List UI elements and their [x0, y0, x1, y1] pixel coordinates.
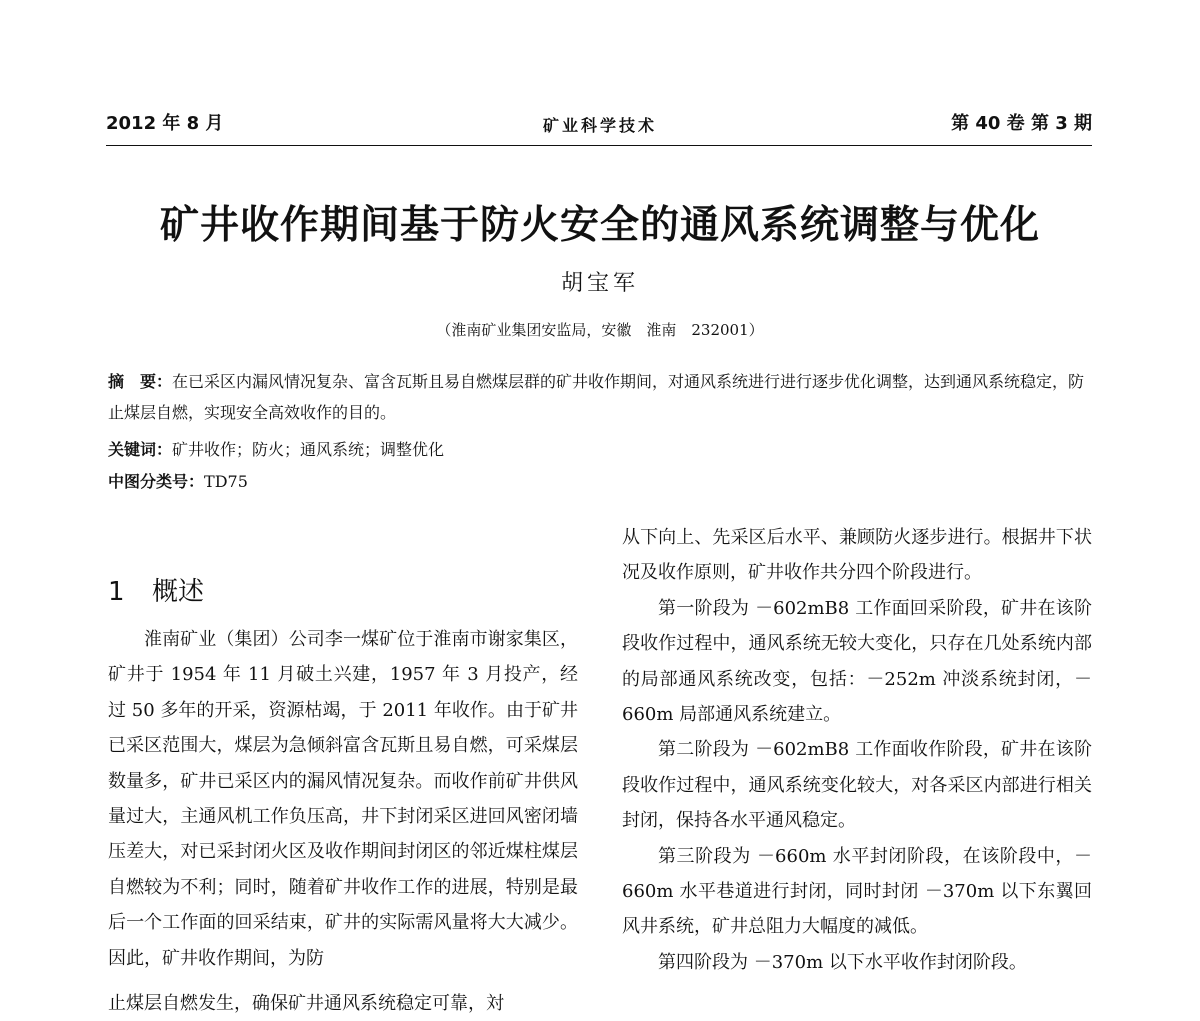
cut-off-line — [108, 986, 578, 1014]
body-paragraph: 第二阶段为 －602mB8 工作面收作阶段，矿井在该阶段收作过程中，通风系统变化较大，对各采区内部进行相关封闭，保持各水平通风稳定。 — [622, 739, 1092, 832]
body-paragraph: 第四阶段为 －370m 以下水平收作封闭阶段。 — [658, 951, 1027, 973]
clc-label: 中图分类号： — [108, 472, 205, 491]
left-column — [108, 622, 578, 976]
header-rule — [106, 145, 1092, 146]
abstract-text: 在已采区内漏风情况复杂、富含瓦斯且易自燃煤层群的矿井收作期间，对通风系统进行进行逐步优化调整，达到通风系统稳定，防止煤层自燃，实现安全高效收作的目的。 — [108, 372, 1085, 422]
abstract-label: 摘 要： — [108, 372, 173, 391]
body-paragraph-cut: 止煤层自燃发生，确保矿井通风系统稳定可靠，対 — [108, 993, 504, 1014]
header-journal-name: 矿业科学技术 — [542, 116, 657, 135]
header-issue: 第 40 卷 第 3 期 — [951, 113, 1092, 134]
section-number: 1 — [108, 577, 125, 607]
header-date: 2012 年 8 月 — [106, 113, 224, 134]
keywords — [108, 434, 1098, 465]
body-paragraph: 淮南矿业（集团）公司李一煤矿位于淮南市谢家集区，矿井于 1954 年 11 月破土兴建，1957 年 3 月投产，经过 50 多年的开采，资源枯竭，于 2011 年收作。由于矿井已采区范围大，煤层为急倾斜富含瓦斯且易自燃，可采煤层数量多，矿井已采区内的漏风情况复杂。而收作前矿井供风量过大，主通风机工作负压高，井下封闭采区进回风密闭墙压差大，对已采封闭火区及收作期间封闭区的邻近煤柱煤层自燃较为不利；同时，随着矿井收作工作的进展，特别是最后一个工作面的回采结束，矿井的实际需风量将大大减少。因此，矿井收作期间，为防 — [108, 629, 578, 969]
section-heading — [108, 572, 204, 612]
article-affiliation: （淮南矿业集团安监局，安徽 淮南 232001） — [436, 321, 764, 339]
article-title: 矿井收作期间基于防火安全的通风系统调整与优化 — [159, 203, 1040, 248]
classification-number — [108, 466, 1098, 497]
clc-text: TD75 — [204, 472, 248, 491]
article-author: 胡宝军 — [560, 271, 639, 296]
right-column — [622, 520, 1092, 980]
abstract — [108, 366, 1098, 428]
body-paragraph: 从下向上、先采区后水平、兼顾防火逐步进行。根据井下状况及收作原则，矿井收作共分四个阶段进行。 — [622, 527, 1092, 584]
keywords-label: 关键词： — [108, 440, 173, 459]
keywords-text: 矿井收作；防火；通风系统；调整优化 — [172, 440, 445, 459]
section-title: 概述 — [152, 577, 205, 607]
body-paragraph: 第一阶段为 －602mB8 工作面回采阶段，矿井在该阶段收作过程中，通风系统无较大变化，只存在几处系统内部的局部通风系统改变，包括：－252m 冲淡系统封闭，－660m 局部通风系统建立。 — [622, 597, 1092, 726]
body-paragraph: 第三阶段为 －660m 水平封闭阶段，在该阶段中，－660m 水平巷道进行封闭，同时封闭 －370m 以下东翼回风井系统，矿井总阻力大幅度的减低。 — [622, 845, 1092, 938]
